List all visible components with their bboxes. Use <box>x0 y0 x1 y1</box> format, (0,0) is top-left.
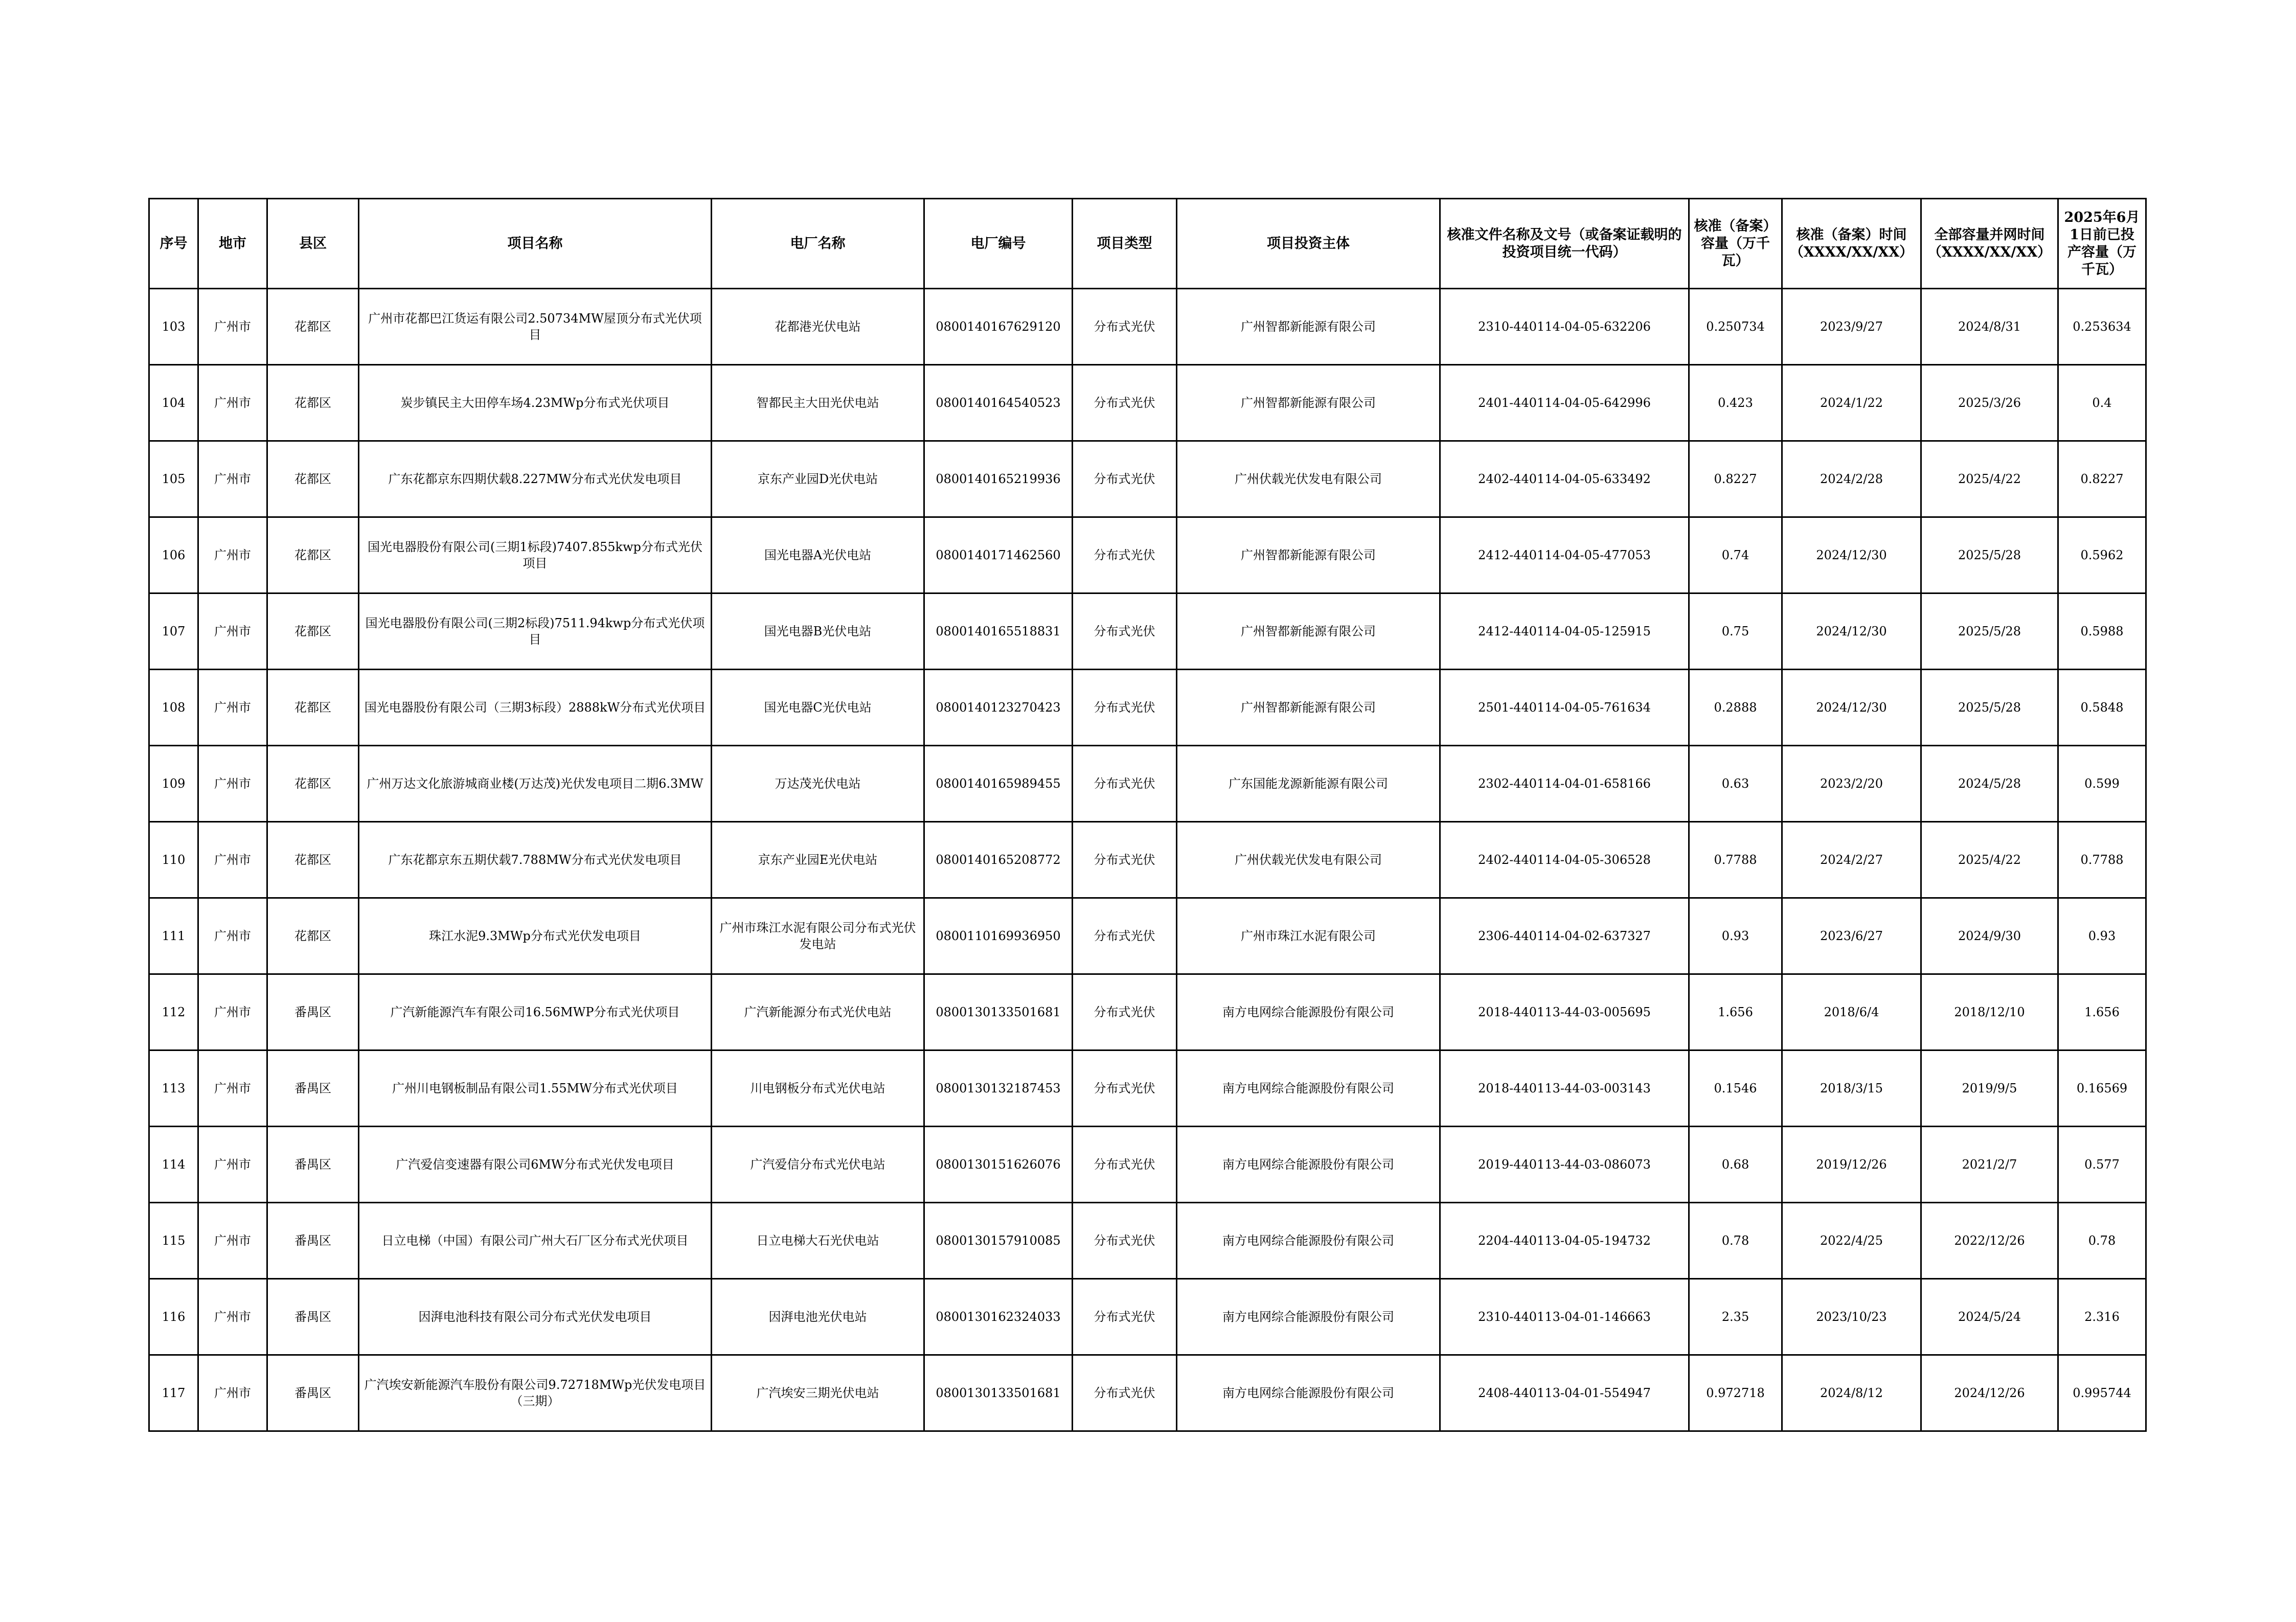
cell-approved-capacity: 0.2888 <box>1689 670 1782 746</box>
cell-seq: 113 <box>149 1050 198 1127</box>
cell-seq: 104 <box>149 365 198 441</box>
cell-project-name: 炭步镇民主大田停车场4.23MWp分布式光伏项目 <box>359 365 712 441</box>
cell-operating-capacity: 0.4 <box>2058 365 2146 441</box>
cell-project-name: 广汽新能源汽车有限公司16.56MWP分布式光伏项目 <box>359 974 712 1050</box>
cell-grid-date: 2024/5/28 <box>1921 746 2058 822</box>
cell-seq: 112 <box>149 974 198 1050</box>
table-row <box>149 1127 2146 1203</box>
table-row <box>149 441 2146 517</box>
cell-plant-name: 花都港光伏电站 <box>712 289 924 365</box>
cell-project-type: 分布式光伏 <box>1073 974 1177 1050</box>
cell-investor: 广州智都新能源有限公司 <box>1177 289 1440 365</box>
cell-project-name: 因湃电池科技有限公司分布式光伏发电项目 <box>359 1279 712 1355</box>
cell-approval-date: 2023/9/27 <box>1782 289 1921 365</box>
cell-plant-id: 0800130151626076 <box>924 1127 1073 1203</box>
cell-project-type: 分布式光伏 <box>1073 1127 1177 1203</box>
cell-approval-code: 2310-440114-04-05-632206 <box>1440 289 1689 365</box>
cell-plant-id: 0800140167629120 <box>924 289 1073 365</box>
cell-approval-code: 2501-440114-04-05-761634 <box>1440 670 1689 746</box>
cell-district: 花都区 <box>267 746 359 822</box>
cell-approved-capacity: 0.68 <box>1689 1127 1782 1203</box>
cell-project-type: 分布式光伏 <box>1073 746 1177 822</box>
cell-project-type: 分布式光伏 <box>1073 441 1177 517</box>
cell-approved-capacity: 0.7788 <box>1689 822 1782 898</box>
cell-city: 广州市 <box>198 289 267 365</box>
cell-investor: 广州智都新能源有限公司 <box>1177 670 1440 746</box>
cell-approval-date: 2018/6/4 <box>1782 974 1921 1050</box>
cell-approval-date: 2023/2/20 <box>1782 746 1921 822</box>
table-header-row <box>149 199 2146 289</box>
cell-operating-capacity: 0.16569 <box>2058 1050 2146 1127</box>
cell-approved-capacity: 0.8227 <box>1689 441 1782 517</box>
cell-investor: 广州智都新能源有限公司 <box>1177 365 1440 441</box>
table-row <box>149 1203 2146 1279</box>
cell-operating-capacity: 0.253634 <box>2058 289 2146 365</box>
header-city: 地市 <box>198 199 267 289</box>
table-row <box>149 289 2146 365</box>
cell-seq: 110 <box>149 822 198 898</box>
cell-operating-capacity: 0.5848 <box>2058 670 2146 746</box>
cell-operating-capacity: 1.656 <box>2058 974 2146 1050</box>
cell-district: 花都区 <box>267 822 359 898</box>
cell-plant-id: 0800140123270423 <box>924 670 1073 746</box>
cell-project-type: 分布式光伏 <box>1073 593 1177 670</box>
cell-approval-date: 2024/8/12 <box>1782 1355 1921 1431</box>
cell-approval-date: 2024/12/30 <box>1782 517 1921 593</box>
cell-approval-date: 2024/12/30 <box>1782 593 1921 670</box>
cell-plant-id: 0800140165219936 <box>924 441 1073 517</box>
cell-project-name: 广州川电钢板制品有限公司1.55MW分布式光伏项目 <box>359 1050 712 1127</box>
cell-plant-name: 京东产业园D光伏电站 <box>712 441 924 517</box>
cell-operating-capacity: 0.577 <box>2058 1127 2146 1203</box>
header-operating-capacity: 2025年6月1日前已投产容量（万千瓦） <box>2058 199 2146 289</box>
cell-operating-capacity: 0.78 <box>2058 1203 2146 1279</box>
cell-approval-code: 2402-440114-04-05-306528 <box>1440 822 1689 898</box>
cell-project-type: 分布式光伏 <box>1073 898 1177 974</box>
cell-approval-date: 2019/12/26 <box>1782 1127 1921 1203</box>
cell-approved-capacity: 0.250734 <box>1689 289 1782 365</box>
cell-seq: 111 <box>149 898 198 974</box>
cell-plant-name: 因湃电池光伏电站 <box>712 1279 924 1355</box>
header-approval-code: 核准文件名称及文号（或备案证载明的投资项目统一代码） <box>1440 199 1689 289</box>
cell-approved-capacity: 0.972718 <box>1689 1355 1782 1431</box>
cell-seq: 115 <box>149 1203 198 1279</box>
cell-approval-code: 2412-440114-04-05-125915 <box>1440 593 1689 670</box>
cell-approval-date: 2024/1/22 <box>1782 365 1921 441</box>
cell-district: 花都区 <box>267 670 359 746</box>
cell-project-name: 国光电器股份有限公司(三期2标段)7511.94kwp分布式光伏项目 <box>359 593 712 670</box>
cell-approved-capacity: 1.656 <box>1689 974 1782 1050</box>
cell-plant-name: 智都民主大田光伏电站 <box>712 365 924 441</box>
cell-city: 广州市 <box>198 974 267 1050</box>
cell-operating-capacity: 0.7788 <box>2058 822 2146 898</box>
cell-plant-name: 国光电器A光伏电站 <box>712 517 924 593</box>
cell-district: 番禺区 <box>267 1050 359 1127</box>
cell-investor: 广州市珠江水泥有限公司 <box>1177 898 1440 974</box>
cell-plant-id: 0800130132187453 <box>924 1050 1073 1127</box>
cell-plant-name: 国光电器B光伏电站 <box>712 593 924 670</box>
cell-grid-date: 2025/5/28 <box>1921 593 2058 670</box>
cell-investor: 广州伏载光伏发电有限公司 <box>1177 822 1440 898</box>
cell-plant-id: 0800130157910085 <box>924 1203 1073 1279</box>
cell-grid-date: 2021/2/7 <box>1921 1127 2058 1203</box>
cell-approved-capacity: 0.93 <box>1689 898 1782 974</box>
header-approval-date: 核准（备案）时间（XXXX/XX/XX） <box>1782 199 1921 289</box>
cell-city: 广州市 <box>198 898 267 974</box>
cell-city: 广州市 <box>198 1203 267 1279</box>
cell-plant-name: 广汽爱信分布式光伏电站 <box>712 1127 924 1203</box>
cell-operating-capacity: 0.5962 <box>2058 517 2146 593</box>
cell-plant-name: 广汽新能源分布式光伏电站 <box>712 974 924 1050</box>
cell-approval-code: 2019-440113-44-03-086073 <box>1440 1127 1689 1203</box>
cell-project-name: 国光电器股份有限公司（三期3标段）2888kW分布式光伏项目 <box>359 670 712 746</box>
table-row <box>149 1279 2146 1355</box>
cell-investor: 南方电网综合能源股份有限公司 <box>1177 1127 1440 1203</box>
cell-operating-capacity: 2.316 <box>2058 1279 2146 1355</box>
cell-grid-date: 2019/9/5 <box>1921 1050 2058 1127</box>
cell-approval-code: 2018-440113-44-03-003143 <box>1440 1050 1689 1127</box>
table-row <box>149 517 2146 593</box>
cell-investor: 广州伏载光伏发电有限公司 <box>1177 441 1440 517</box>
cell-plant-id: 0800130133501681 <box>924 974 1073 1050</box>
cell-grid-date: 2018/12/10 <box>1921 974 2058 1050</box>
cell-district: 番禺区 <box>267 1279 359 1355</box>
table-row <box>149 1355 2146 1431</box>
cell-project-name: 广汽埃安新能源汽车股份有限公司9.72718MWp光伏发电项目（三期） <box>359 1355 712 1431</box>
cell-project-name: 广东花都京东四期伏载8.227MW分布式光伏发电项目 <box>359 441 712 517</box>
project-table <box>148 198 2147 1432</box>
cell-approved-capacity: 2.35 <box>1689 1279 1782 1355</box>
table-row <box>149 746 2146 822</box>
cell-investor: 南方电网综合能源股份有限公司 <box>1177 1203 1440 1279</box>
cell-seq: 108 <box>149 670 198 746</box>
cell-project-type: 分布式光伏 <box>1073 289 1177 365</box>
cell-investor: 南方电网综合能源股份有限公司 <box>1177 1355 1440 1431</box>
cell-approved-capacity: 0.74 <box>1689 517 1782 593</box>
cell-approval-code: 2402-440114-04-05-633492 <box>1440 441 1689 517</box>
cell-project-name: 日立电梯（中国）有限公司广州大石厂区分布式光伏项目 <box>359 1203 712 1279</box>
cell-grid-date: 2025/5/28 <box>1921 670 2058 746</box>
cell-operating-capacity: 0.995744 <box>2058 1355 2146 1431</box>
cell-project-name: 广州市花都巴江货运有限公司2.50734MW屋顶分布式光伏项目 <box>359 289 712 365</box>
table-row <box>149 593 2146 670</box>
cell-district: 花都区 <box>267 517 359 593</box>
cell-grid-date: 2024/12/26 <box>1921 1355 2058 1431</box>
cell-approval-date: 2022/4/25 <box>1782 1203 1921 1279</box>
cell-approval-code: 2408-440113-04-01-554947 <box>1440 1355 1689 1431</box>
cell-plant-id: 0800140165989455 <box>924 746 1073 822</box>
cell-project-type: 分布式光伏 <box>1073 365 1177 441</box>
cell-seq: 106 <box>149 517 198 593</box>
cell-plant-id: 0800130162324033 <box>924 1279 1073 1355</box>
cell-plant-id: 0800140165208772 <box>924 822 1073 898</box>
cell-district: 番禺区 <box>267 974 359 1050</box>
cell-project-name: 广州万达文化旅游城商业楼(万达茂)光伏发电项目二期6.3MW <box>359 746 712 822</box>
cell-project-name: 广汽爱信变速器有限公司6MW分布式光伏发电项目 <box>359 1127 712 1203</box>
cell-project-type: 分布式光伏 <box>1073 517 1177 593</box>
cell-approval-date: 2018/3/15 <box>1782 1050 1921 1127</box>
cell-plant-id: 0800140165518831 <box>924 593 1073 670</box>
cell-plant-name: 广州市珠江水泥有限公司分布式光伏发电站 <box>712 898 924 974</box>
cell-district: 番禺区 <box>267 1355 359 1431</box>
cell-city: 广州市 <box>198 1050 267 1127</box>
cell-investor: 南方电网综合能源股份有限公司 <box>1177 974 1440 1050</box>
cell-plant-id: 0800140164540523 <box>924 365 1073 441</box>
cell-city: 广州市 <box>198 1279 267 1355</box>
cell-seq: 103 <box>149 289 198 365</box>
cell-investor: 广州智都新能源有限公司 <box>1177 593 1440 670</box>
header-project-name: 项目名称 <box>359 199 712 289</box>
header-plant-id: 电厂编号 <box>924 199 1073 289</box>
cell-investor: 南方电网综合能源股份有限公司 <box>1177 1279 1440 1355</box>
cell-project-name: 珠江水泥9.3MWp分布式光伏发电项目 <box>359 898 712 974</box>
cell-city: 广州市 <box>198 593 267 670</box>
cell-seq: 114 <box>149 1127 198 1203</box>
cell-seq: 109 <box>149 746 198 822</box>
cell-approval-code: 2401-440114-04-05-642996 <box>1440 365 1689 441</box>
cell-grid-date: 2025/3/26 <box>1921 365 2058 441</box>
cell-city: 广州市 <box>198 1355 267 1431</box>
cell-city: 广州市 <box>198 517 267 593</box>
header-investor: 项目投资主体 <box>1177 199 1440 289</box>
table-row <box>149 670 2146 746</box>
cell-approval-code: 2310-440113-04-01-146663 <box>1440 1279 1689 1355</box>
header-district: 县区 <box>267 199 359 289</box>
cell-district: 花都区 <box>267 441 359 517</box>
cell-approval-date: 2024/2/28 <box>1782 441 1921 517</box>
cell-approval-date: 2024/2/27 <box>1782 822 1921 898</box>
cell-operating-capacity: 0.5988 <box>2058 593 2146 670</box>
cell-project-type: 分布式光伏 <box>1073 1279 1177 1355</box>
cell-project-type: 分布式光伏 <box>1073 1050 1177 1127</box>
cell-project-type: 分布式光伏 <box>1073 1355 1177 1431</box>
cell-approval-date: 2023/10/23 <box>1782 1279 1921 1355</box>
cell-approval-code: 2018-440113-44-03-005695 <box>1440 974 1689 1050</box>
cell-city: 广州市 <box>198 746 267 822</box>
cell-plant-name: 万达茂光伏电站 <box>712 746 924 822</box>
cell-plant-name: 广汽埃安三期光伏电站 <box>712 1355 924 1431</box>
cell-project-type: 分布式光伏 <box>1073 822 1177 898</box>
cell-plant-name: 日立电梯大石光伏电站 <box>712 1203 924 1279</box>
cell-operating-capacity: 0.8227 <box>2058 441 2146 517</box>
cell-city: 广州市 <box>198 365 267 441</box>
cell-district: 花都区 <box>267 365 359 441</box>
cell-city: 广州市 <box>198 1127 267 1203</box>
header-approved-capacity: 核准（备案）容量（万千瓦） <box>1689 199 1782 289</box>
cell-approval-code: 2306-440114-04-02-637327 <box>1440 898 1689 974</box>
cell-grid-date: 2024/9/30 <box>1921 898 2058 974</box>
cell-city: 广州市 <box>198 441 267 517</box>
cell-approval-date: 2024/12/30 <box>1782 670 1921 746</box>
table-row <box>149 822 2146 898</box>
cell-plant-name: 国光电器C光伏电站 <box>712 670 924 746</box>
table-body <box>149 289 2146 1431</box>
cell-plant-id: 0800130133501681 <box>924 1355 1073 1431</box>
cell-project-type: 分布式光伏 <box>1073 1203 1177 1279</box>
cell-district: 番禺区 <box>267 1203 359 1279</box>
cell-plant-id: 0800110169936950 <box>924 898 1073 974</box>
cell-district: 花都区 <box>267 593 359 670</box>
cell-investor: 广东国能龙源新能源有限公司 <box>1177 746 1440 822</box>
cell-plant-id: 0800140171462560 <box>924 517 1073 593</box>
cell-investor: 南方电网综合能源股份有限公司 <box>1177 1050 1440 1127</box>
cell-grid-date: 2022/12/26 <box>1921 1203 2058 1279</box>
cell-district: 花都区 <box>267 898 359 974</box>
cell-approved-capacity: 0.1546 <box>1689 1050 1782 1127</box>
cell-investor: 广州智都新能源有限公司 <box>1177 517 1440 593</box>
cell-district: 花都区 <box>267 289 359 365</box>
table-row <box>149 1050 2146 1127</box>
cell-approved-capacity: 0.423 <box>1689 365 1782 441</box>
cell-grid-date: 2024/5/24 <box>1921 1279 2058 1355</box>
cell-approval-code: 2204-440113-04-05-194732 <box>1440 1203 1689 1279</box>
cell-grid-date: 2025/4/22 <box>1921 822 2058 898</box>
cell-approval-code: 2302-440114-04-01-658166 <box>1440 746 1689 822</box>
cell-plant-name: 川电钢板分布式光伏电站 <box>712 1050 924 1127</box>
header-grid-date: 全部容量并网时间（XXXX/XX/XX） <box>1921 199 2058 289</box>
header-seq: 序号 <box>149 199 198 289</box>
cell-grid-date: 2025/4/22 <box>1921 441 2058 517</box>
cell-city: 广州市 <box>198 670 267 746</box>
cell-project-name: 国光电器股份有限公司(三期1标段)7407.855kwp分布式光伏项目 <box>359 517 712 593</box>
cell-approval-date: 2023/6/27 <box>1782 898 1921 974</box>
cell-seq: 105 <box>149 441 198 517</box>
cell-approval-code: 2412-440114-04-05-477053 <box>1440 517 1689 593</box>
table-row <box>149 898 2146 974</box>
cell-seq: 107 <box>149 593 198 670</box>
cell-project-name: 广东花都京东五期伏载7.788MW分布式光伏发电项目 <box>359 822 712 898</box>
cell-seq: 116 <box>149 1279 198 1355</box>
table-row <box>149 365 2146 441</box>
cell-seq: 117 <box>149 1355 198 1431</box>
table-row <box>149 974 2146 1050</box>
cell-plant-name: 京东产业园E光伏电站 <box>712 822 924 898</box>
cell-approved-capacity: 0.75 <box>1689 593 1782 670</box>
cell-operating-capacity: 0.599 <box>2058 746 2146 822</box>
header-project-type: 项目类型 <box>1073 199 1177 289</box>
cell-grid-date: 2024/8/31 <box>1921 289 2058 365</box>
cell-approved-capacity: 0.63 <box>1689 746 1782 822</box>
cell-city: 广州市 <box>198 822 267 898</box>
cell-district: 番禺区 <box>267 1127 359 1203</box>
cell-grid-date: 2025/5/28 <box>1921 517 2058 593</box>
header-plant-name: 电厂名称 <box>712 199 924 289</box>
cell-project-type: 分布式光伏 <box>1073 670 1177 746</box>
cell-operating-capacity: 0.93 <box>2058 898 2146 974</box>
cell-approved-capacity: 0.78 <box>1689 1203 1782 1279</box>
